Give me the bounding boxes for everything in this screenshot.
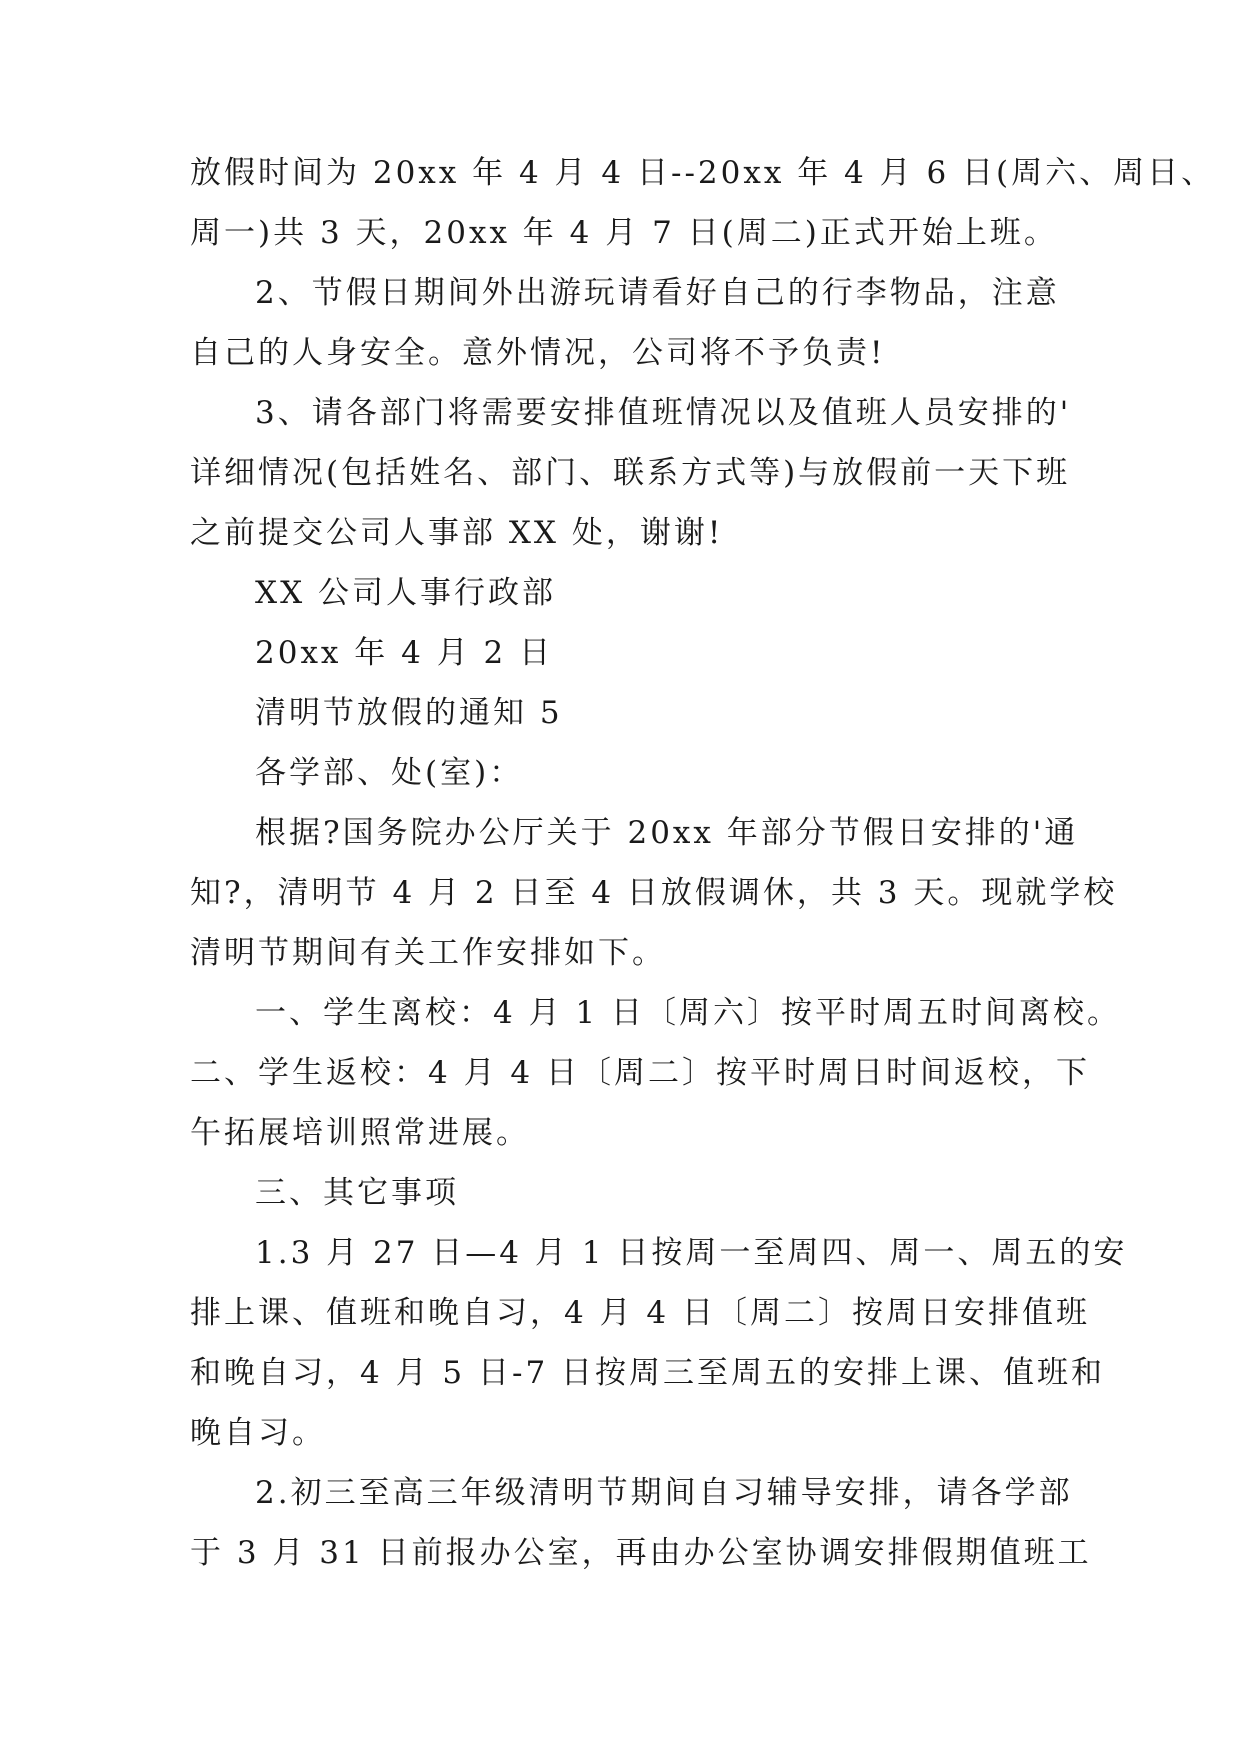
text-line: 一、学生离校：4 月 1 日〔周六〕按平时周五时间离校。 [255,995,1122,1031]
text-line: 3、请各部门将需要安排值班情况以及值班人员安排的' [255,395,1072,431]
text-line: 详细情况(包括姓名、部门、联系方式等)与放假前一天下班 [190,455,1071,491]
signature-date: 20xx 年 4 月 2 日 [255,635,554,671]
text-line: 清明节期间有关工作安排如下。 [190,935,666,971]
text-line: 二、学生返校：4 月 4 日〔周二〕按平时周日时间返校，下 [190,1055,1091,1091]
text-line: 放假时间为 20xx 年 4 月 4 日--20xx 年 4 月 6 日(周六、周日、 [190,155,1216,191]
text-line: 于 3 月 31 日前报办公室，再由办公室协调安排假期值班工 [190,1535,1092,1571]
text-line: 自己的人身安全。意外情况，公司将不予负责! [190,335,886,371]
text-line: 午拓展培训照常进展。 [190,1115,530,1151]
signature-department: XX 公司人事行政部 [255,575,556,611]
text-line: 之前提交公司人事部 XX 处，谢谢! [190,515,724,551]
text-line: 2.初三至高三年级清明节期间自习辅导安排，请各学部 [255,1475,1073,1511]
text-line: 2、节假日期间外出游玩请看好自己的行李物品，注意 [255,275,1060,311]
text-line: 根据?国务院办公厅关于 20xx 年部分节假日安排的'通 [255,815,1079,851]
text-line: 晚自习。 [190,1415,326,1451]
text-line: 知?，清明节 4 月 2 日至 4 日放假调休，共 3 天。现就学校 [190,875,1118,911]
text-line: 排上课、值班和晚自习，4 月 4 日〔周二〕按周日安排值班 [190,1295,1091,1331]
text-line: 周一)共 3 天，20xx 年 4 月 7 日(周二)正式开始上班。 [190,215,1058,251]
salutation: 各学部、处(室)： [255,755,524,791]
section-heading: 三、其它事项 [255,1175,459,1211]
text-line: 1.3 月 27 日—4 月 1 日按周一至周四、周一、周五的安 [255,1235,1128,1271]
text-line: 和晚自习，4 月 5 日-7 日按周三至周五的安排上课、值班和 [190,1355,1106,1391]
notice-title: 清明节放假的通知 5 [255,695,563,731]
